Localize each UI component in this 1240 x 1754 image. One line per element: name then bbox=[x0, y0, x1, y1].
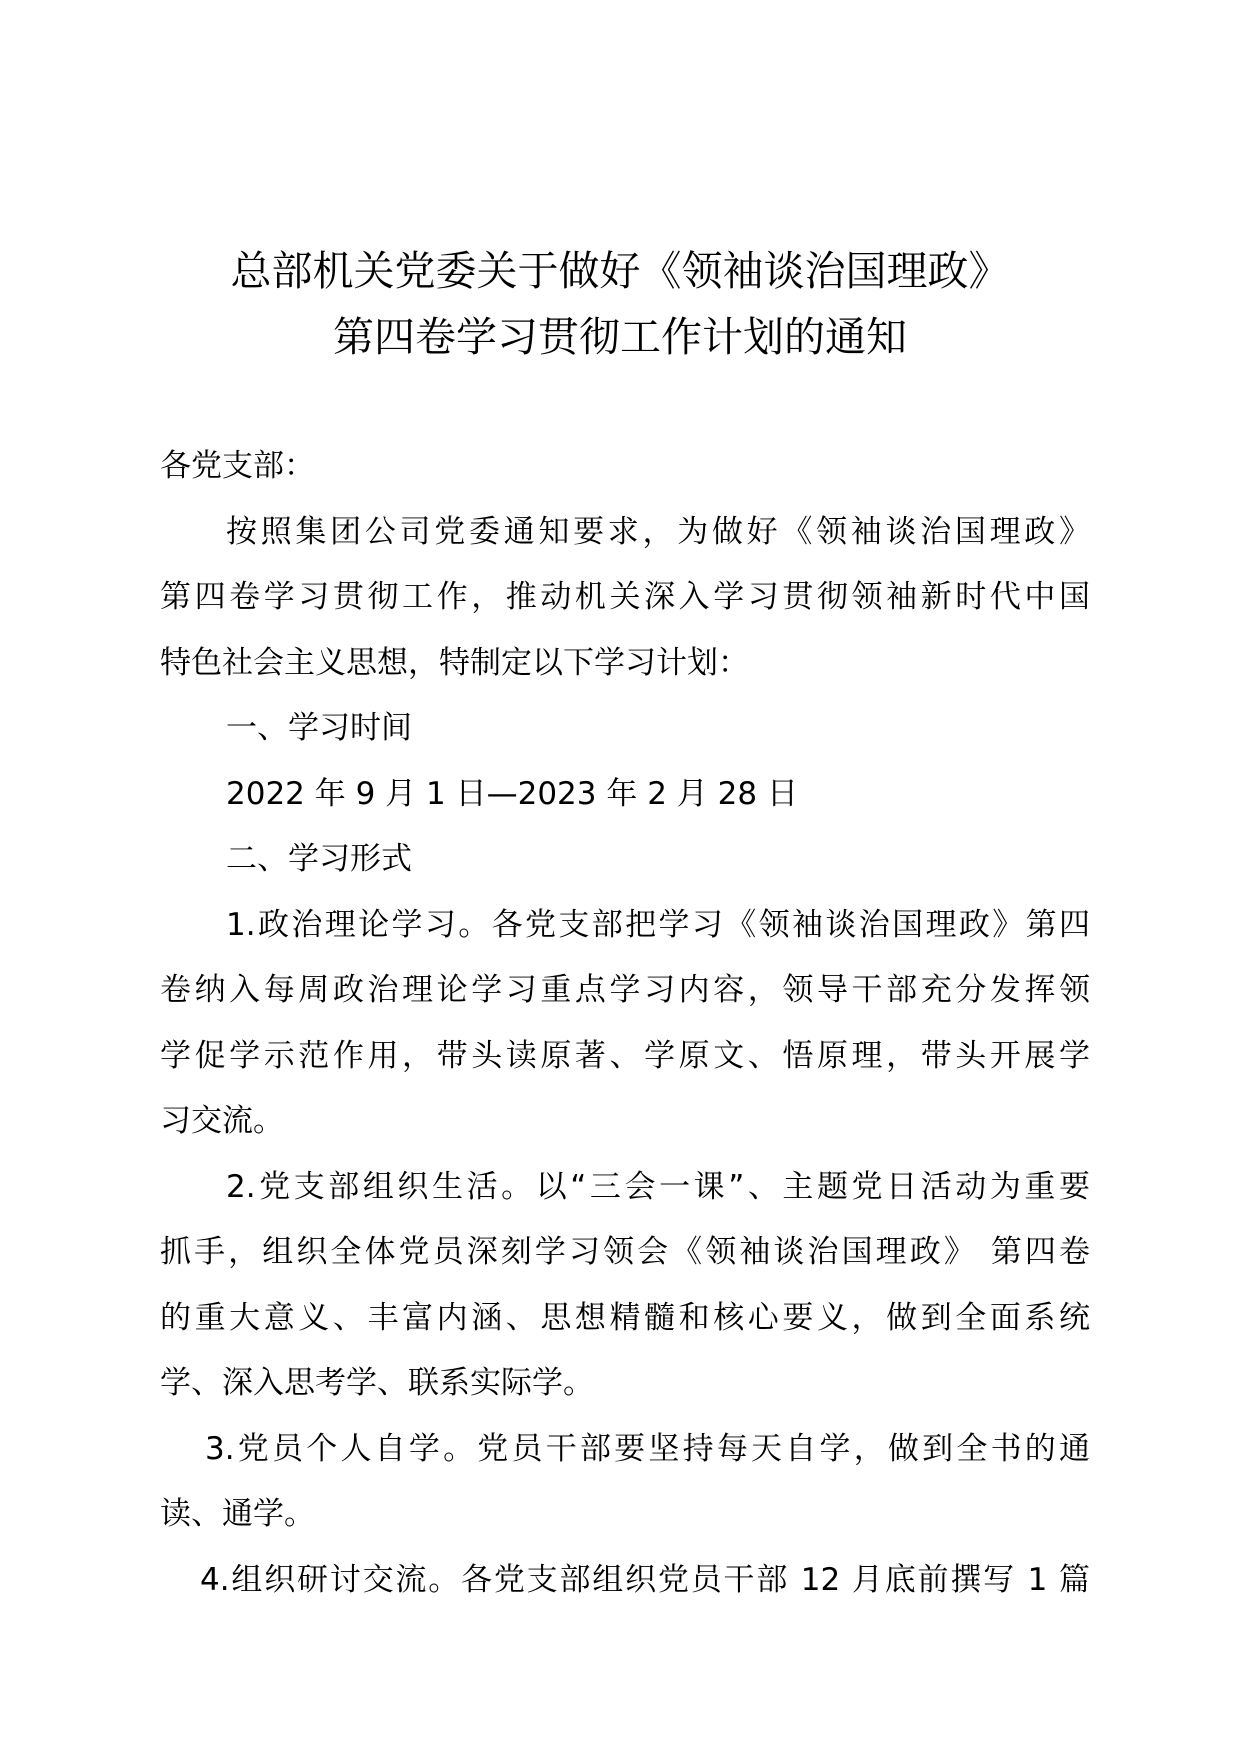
item-1-line: 学促学示范作用，带头读原著、学原文、悟原理，带头开展学 bbox=[160, 1037, 1090, 1074]
paragraph-intro-line: 按照集团公司党委通知要求，为做好《领袖谈治国理政》 bbox=[226, 513, 1090, 550]
title-line-2: 第四卷学习贯彻工作计划的通知 bbox=[333, 313, 907, 361]
item-2-line: 抓手，组织全体党员深刻学习领会《领袖谈治国理政》 第四卷 bbox=[160, 1234, 1090, 1270]
document-body bbox=[160, 434, 1090, 1613]
item-1-line: 卷纳入每周政治理论学习重点学习内容，领导干部充分发挥领 bbox=[160, 972, 1090, 1008]
item-1-line: 习交流。 bbox=[160, 1103, 284, 1139]
salutation: 各党支部： bbox=[160, 448, 315, 484]
item-2-line: 学、深入思考学、联系实际学。 bbox=[160, 1365, 594, 1401]
item-1-line: 1.政治理论学习。各党支部把学习《领袖谈治国理政》第四 bbox=[226, 906, 1090, 943]
item-2-line: 的重大意义、丰富内涵、思想精髓和核心要义，做到全面系统 bbox=[160, 1299, 1090, 1336]
paragraph-intro-line: 特色社会主义思想，特制定以下学习计划： bbox=[160, 644, 749, 681]
section-heading-format: 二、学习形式 bbox=[226, 841, 412, 877]
item-4-line: 4.组织研讨交流。各党支部组织党员干部 12 月底前撰写 1 篇 bbox=[200, 1561, 1090, 1598]
study-period: 2022 年 9 月 1 日—2023 年 2 月 28 日 bbox=[226, 775, 798, 812]
item-3-line: 读、通学。 bbox=[160, 1496, 315, 1532]
item-3-line: 3.党员个人自学。党员干部要坚持每天自学，做到全书的通 bbox=[205, 1430, 1090, 1467]
title-line-1: 总部机关党委关于做好《领袖谈治国理政》 bbox=[230, 247, 1010, 295]
section-heading-time: 一、学习时间 bbox=[226, 710, 412, 746]
paragraph-intro-line: 第四卷学习贯彻工作，推动机关深入学习贯彻领袖新时代中国 bbox=[160, 579, 1090, 615]
item-2-line: 2.党支部组织生活。以“三会一课”、主题党日活动为重要 bbox=[226, 1168, 1090, 1205]
document-title bbox=[0, 238, 1240, 370]
